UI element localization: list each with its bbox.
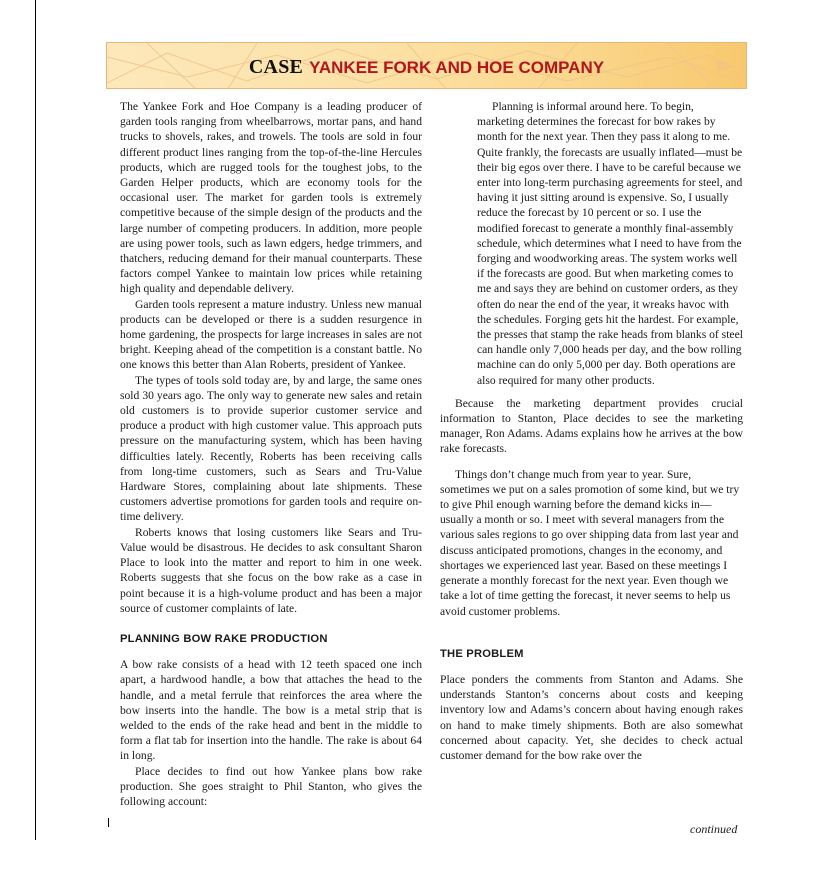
paragraph: The Yankee Fork and Hoe Company is a leading producer of garden tools ranging from wheelbarrows, mortar pans, and hand trucks to shovels, rakes, and trowels. The tools are sold in four different product lines ranging from the top-of-the-line Hercules products, which are rugged tools for the toughest jobs, to the Garden Helper products, which are economy tools for the occasional user. The market for garden tools is extremely competitive because of the simple design of the products and the large number of competing producers. In addition, more people are using power tools, such as lawn edgers, hedge trimmers, and thatchers, reducing demand for their manual counterparts. These factors compel Yankee to maintain low prices while retaining high quality and dependable delivery.: [120, 100, 422, 296]
section-heading-planning: PLANNING BOW RAKE PRODUCTION: [120, 632, 328, 645]
case-header-banner: [106, 42, 747, 89]
paragraph: A bow rake consists of a head with 12 teeth spaced one inch apart, a hardwood handle, a bow that attaches the head to the handle, and a metal ferrule that reinforces the area where the bow inserts into the handle. The bow is a metal strip that is welded to the ends of the rake head and bent in the middle to form a flat tab for insertion into the handle. The rake is about 64 in long.: [120, 658, 422, 763]
section-heading-problem: THE PROBLEM: [440, 647, 524, 660]
case-name: YANKEE FORK AND HOE COMPANY: [309, 58, 605, 77]
page-edge-rule: [35, 0, 36, 840]
right-column: [440, 99, 743, 763]
column-end-rule: [108, 818, 109, 827]
continued-label: continued: [690, 822, 738, 836]
block-quote-adams: Things don’t change much from year to year. Sure, sometimes we put on a sales promotion of some kind, but we try to give Phil enough warning before the demand kicks in—usually a month or so. I meet with several managers from the various sales regions to go over shipping data from last year and discuss anticipated promotions, changes in the economy, and shortages we experienced last year. Based on these meetings I generate a monthly forecast for the next year. Even though we take a lot of time getting the forecast, it never seems to help us avoid customer problems.: [440, 467, 740, 618]
paragraph: Because the marketing department provides crucial information to Stanton, Place decides to see the marketing manager, Ron Adams. Adams explains how he arrives at the bow rake forecasts.: [440, 396, 743, 456]
paragraph: Roberts knows that losing customers like Sears and Tru-Value would be disastrous. He decides to ask consultant Sharon Place to look into the matter and report to him in one week. Roberts suggests that she focus on the bow rake as a case in point because it is a high-volume product and has been a major source of customer complaints of late.: [120, 525, 422, 615]
paragraph: The types of tools sold today are, by and large, the same ones sold 30 years ago. The only way to generate new sales and retain old customers is to provide superior customer service and produce a product with high customer value. This approach puts pressure on the manufacturing system, which has been having difficulties lately. Recently, Roberts has been receiving calls from long-time customers, such as Sears and Tru-Value Hardware Stores, complaining about late shipments. These customers advertise promotions for garden tools and require on-time delivery.: [120, 373, 422, 524]
left-column: [120, 99, 422, 809]
paragraph: Place ponders the comments from Stanton and Adams. She understands Stanton’s concerns about costs and keeping inventory low and Adams’s concern about having enough rakes on hand to make timely shipments. Both are also somewhat concerned about capacity. Yet, she decides to check actual customer demand for the bow rake over the: [440, 672, 743, 762]
case-title: [107, 56, 746, 79]
block-quote-stanton: Planning is informal around here. To begin, marketing determines the forecast for bow rakes by month for the next year. Then they pass it along to me. Quite frankly, the forecasts are usually inflated—must be their big egos over there. I have to be careful because we enter into long-term purchasing agreements for steel, and having it just sitting around is expensive. So, I usually reduce the forecast by 10 percent or so. I use the modified forecast to generate a monthly final-assembly schedule, which determines what I need to have from the forging and woodworking areas. The system works well if the forecasts are good. But when marketing comes to me and says they are behind on customer orders, as they often do near the end of the year, it wreaks havoc with the schedules. Forging gets hit the hardest. For example, the presses that stamp the rake heads from blanks of steel can handle only 7,000 heads per day, and the bow rolling machine can do only 5,000 per day. Both operations are also required for many other products.: [477, 100, 743, 387]
case-label: CASE: [248, 56, 304, 78]
paragraph: Place decides to find out how Yankee plans bow rake production. She goes straight to Phil Stanton, who gives the following account:: [120, 764, 422, 808]
paragraph: Garden tools represent a mature industry. Unless new manual products can be developed or there is a sudden resurgence in home gardening, the prospects for large increases in sales are not bright. Keeping ahead of the competition is a constant battle. No one knows this better than Alan Roberts, president of Yankee.: [120, 297, 422, 372]
